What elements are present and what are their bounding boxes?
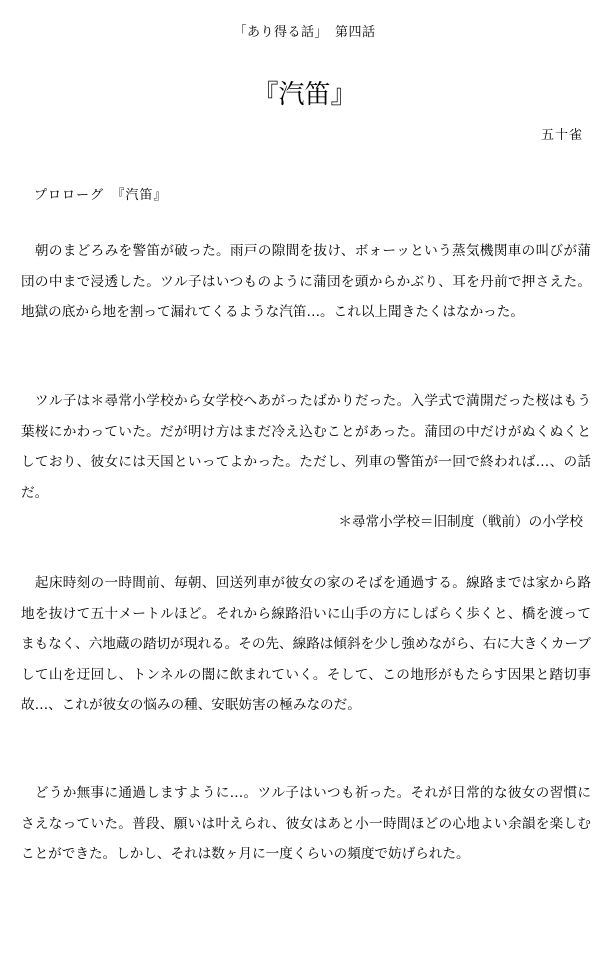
story-title: 『汽笛』	[252, 80, 357, 110]
author-name: 五十雀	[540, 128, 583, 143]
paragraph-4: どうか無事に通過しますように…。ツル子はいつも祈った。それが日常的な彼女の習慣にさえなっていた。普段、願いは叶えられ、彼女はあと小一時間ほどの心地よい余韻を楽しむことができた。しかし、それは数ヶ月に一度くらいの頻度で妨げられた。	[21, 785, 591, 863]
section-heading: プロローグ 『汽笛』	[34, 188, 168, 203]
paragraph-3: 起床時刻の一時間前、毎朝、回送列車が彼女の家のそばを通過する。線路までは家から路地を抜けて五十メートルほど。それから線路沿いに山手の方にしばらく歩くと、橋を渡ってまもなく、六地蔵の踏切が現れる。その先、線路は傾斜を少し強めながら、右に大きくカーブして山を迂回し、トンネルの闇に飲まれていく。そして、この地形がもたらす因果と踏切事故…、これが彼女の悩みの種、安眠妨害の極みなのだ。	[21, 575, 591, 714]
paragraph-2: ツル子は＊尋常小学校から女学校へあがったばかりだった。入学式で満開だった桜はもう葉桜にかわっていた。だが明け方はまだ冷え込むことがあった。蒲団の中だけがぬくぬくとしており、彼女には天国といってよかった。ただし、列車の警笛が一回で終われば…、の話だ。	[21, 393, 591, 501]
paragraph-1: 朝のまどろみを警笛が破った。雨戸の隙間を抜け、ボォーッという蒸気機関車の叫びが蒲団の中まで浸透した。ツル子はいつものように蒲団を頭からかぶり、耳を丹前で押さえた。地獄の底から地を割って漏れてくるような汽笛…。これ以上聞きたくはなかった。	[21, 243, 591, 321]
footnote: ＊尋常小学校＝旧制度（戦前）の小学校	[338, 514, 583, 530]
series-heading: 「あり得る話」 第四話	[233, 25, 376, 40]
